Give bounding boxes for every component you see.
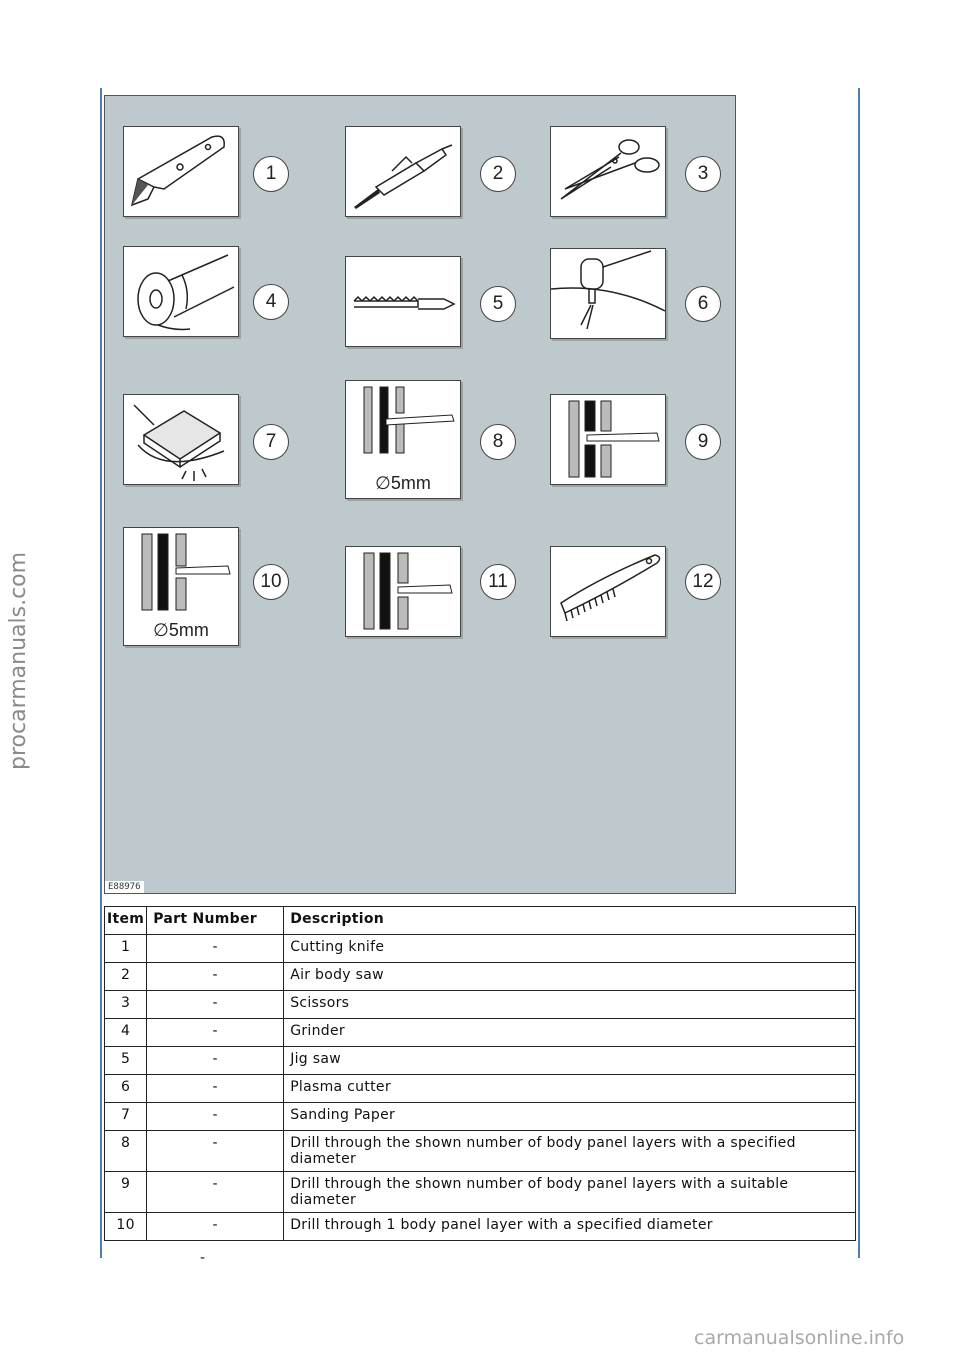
trailing-part-number: - [200, 1250, 206, 1266]
table-row [105, 963, 856, 991]
part-number-cell: - [147, 1213, 284, 1241]
drill-one-layer-icon [123, 527, 239, 646]
item-cell: 6 [105, 1075, 147, 1103]
item-cell: 10 [105, 1213, 147, 1241]
diameter-label: ∅5mm [153, 620, 209, 640]
item-number-badge: 4 [253, 284, 289, 320]
item-cell: 5 [105, 1047, 147, 1075]
description-cell: Sanding Paper [284, 1103, 856, 1131]
item-number-badge: 7 [253, 424, 289, 460]
header-item: Item [105, 907, 147, 935]
item-cell: 9 [105, 1172, 147, 1213]
cutting-knife-icon [123, 126, 239, 217]
sanding-paper-icon [123, 394, 239, 485]
part-number-cell: - [147, 1075, 284, 1103]
item-cell: 2 [105, 963, 147, 991]
table-row [105, 1103, 856, 1131]
description-cell: Jig saw [284, 1047, 856, 1075]
diameter-label: ∅5mm [375, 473, 431, 493]
grinder-icon [123, 246, 239, 337]
scissors-icon [550, 126, 666, 217]
table-row [105, 1019, 856, 1047]
page-rule-left [100, 88, 102, 1258]
part-number-cell: - [147, 1131, 284, 1172]
description-cell: Air body saw [284, 963, 856, 991]
header-part-number: Part Number [147, 907, 284, 935]
drill-suitable-diameter-icon [550, 394, 666, 485]
jig-saw-blade-icon [345, 256, 461, 347]
item-number-badge: 1 [253, 156, 289, 192]
page-rule-right [858, 88, 860, 1258]
item-number-badge: 2 [480, 156, 516, 192]
item-number-badge: 6 [685, 286, 721, 322]
description-cell: Plasma cutter [284, 1075, 856, 1103]
figure-id: E88976 [105, 881, 144, 893]
bottom-watermark: carmanualsonline.info [694, 1327, 905, 1349]
part-number-cell: - [147, 1103, 284, 1131]
item-number-badge: 5 [480, 286, 516, 322]
drill-one-layer-suitable-icon [345, 546, 461, 637]
table-header-row [105, 907, 856, 935]
air-body-saw-icon [345, 126, 461, 217]
wire-brush-icon [550, 546, 666, 637]
description-cell: Drill through the shown number of body panel layers with a suitable diameter [284, 1172, 856, 1213]
part-number-cell: - [147, 1019, 284, 1047]
part-number-cell: - [147, 1047, 284, 1075]
part-number-cell: - [147, 991, 284, 1019]
table-row [105, 1131, 856, 1172]
table-row [105, 935, 856, 963]
item-number-badge: 3 [685, 156, 721, 192]
part-number-cell: - [147, 935, 284, 963]
plasma-cutter-icon [550, 248, 666, 339]
table-row [105, 1213, 856, 1241]
description-cell: Cutting knife [284, 935, 856, 963]
item-number-badge: 10 [253, 564, 289, 600]
table-row [105, 1075, 856, 1103]
table-row [105, 991, 856, 1019]
part-number-cell: - [147, 963, 284, 991]
item-number-badge: 12 [685, 564, 721, 600]
item-cell: 8 [105, 1131, 147, 1172]
tools-figure [104, 95, 736, 894]
part-number-cell: - [147, 1172, 284, 1213]
item-number-badge: 8 [480, 424, 516, 460]
parts-table [104, 906, 856, 1241]
item-cell: 4 [105, 1019, 147, 1047]
description-cell: Grinder [284, 1019, 856, 1047]
item-cell: 7 [105, 1103, 147, 1131]
item-cell: 3 [105, 991, 147, 1019]
description-cell: Drill through 1 body panel layer with a specified diameter [284, 1213, 856, 1241]
item-number-badge: 11 [480, 564, 516, 600]
description-cell: Drill through the shown number of body panel layers with a specified diameter [284, 1131, 856, 1172]
table-row [105, 1172, 856, 1213]
side-watermark: procarmanuals.com [6, 551, 31, 770]
description-cell: Scissors [284, 991, 856, 1019]
item-cell: 1 [105, 935, 147, 963]
header-description: Description [284, 907, 856, 935]
table-row [105, 1047, 856, 1075]
drill-specified-diameter-icon [345, 380, 461, 499]
item-number-badge: 9 [685, 424, 721, 460]
